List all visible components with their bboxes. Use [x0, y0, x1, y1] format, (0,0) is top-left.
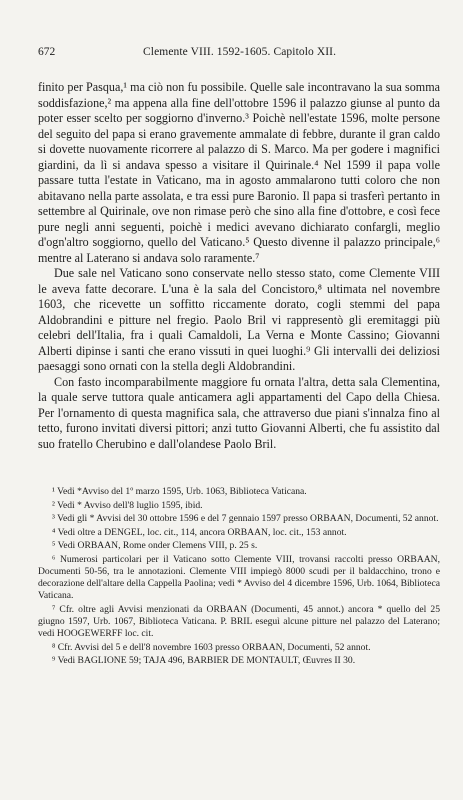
page-header	[38, 46, 437, 62]
footnote: ⁴ Vedi oltre a DENGEL, loc. cit., 114, ancora ORBAAN, loc. cit., 153 annot.	[52, 526, 347, 538]
footnote: ³ Vedi gli * Avvisi del 30 ottobre 1596 e del 7 gennaio 1597 presso ORBAAN, Documenti, 52 annot.	[52, 513, 439, 524]
paragraph: Due sale nel Vaticano sono conservate nello stesso stato, come Clemente VIII le aveva fatte decorare. L'una è la sala del Concistoro,⁸ ultimata nel novembre 1603, che ricevette un soffitto riccamente dorato, cogli stemmi del papa Aldobrandini e pitture nel fregio. Paolo Bril vi rappresentò gli eremitaggi più celebri dell'Italia, fra i quali Camaldoli, La Verna e Monte Cassino; Giovanni Alberti dipinse i santi che erano vissuti in quei luoghi.⁹ Gli intervalli dei deliziosi paesaggi sono ornati con la stella degli Aldobrandini.	[38, 266, 440, 373]
running-head: Clemente VIII. 1592-1605. Capitolo XII.	[143, 46, 337, 58]
body-text	[38, 80, 440, 452]
paragraph: finito per Pasqua,¹ ma ciò non fu possibile. Quelle sale incontravano la sua somma soddisfazione,² ma appena alla fine dell'ottobre 1596 il palazzo giunse al punto da poter esser scelto per soggiorno d'inverno.³ Poichè nell'estate 1596, molte persone del seguito del papa si erano gravemente ammalate di febbre, durante il gran caldo si dovette nuovamente ricorrere al palazzo di S. Marco. Ma per godere i magnifici giardini, da lì si andava spesso a visitare il Quirinale.⁴ Nel 1599 il papa volle passare tutta l'estate in Vaticano, ma in agosto ammalarono tutti coloro che non abitavano nella parte assolata, e tra essi pure Baronio. Il papa si trasferì pertanto in settembre al Quirinale, ove non rimase però che sino alla fine d'ottobre, e così fece pure negli anni seguenti, poichè i medici avevano dichiarato confargli, meglio d'ogn'altro soggiorno, quello del Vaticano.⁵ Questo divenne il palazzo principale,⁶ mentre al Laterano si andava solo raramente.⁷	[38, 80, 440, 265]
footnote: ² Vedi * Avviso dell'8 luglio 1595, ibid.	[52, 499, 203, 511]
footnotes	[38, 486, 440, 669]
footnote: ⁶ Numerosi particolari per il Vaticano sotto Clemente VIII, trovansi raccolti presso ORBAAN, Documenti 50-56, tra le annotazioni. Clemente VIII impiegò 8000 scudi per il baldacchino, trono e decorazione dell'altare della Cappella Paolina; vedi * Avviso del 4 dicembre 1596, Urb. 1064, Biblioteca Vaticana.	[38, 553, 440, 602]
paragraph: Con fasto incomparabilmente maggiore fu ornata l'altra, detta sala Clementina, la quale serve tuttora quale anticamera agli appartamenti del Capo della Chiesa. Per l'ornamento di questa magnifica sala, che attraverso due piani s'innalza fino al tetto, furono invitati diversi pittori; anzi tutto Giovanni Alberti, che fu assistito dal suo fratello Cherubino e dall'olandese Paolo Bril.	[38, 374, 440, 451]
page-number: 672	[38, 46, 56, 58]
footnote: ⁷ Cfr. oltre agli Avvisi menzionati da ORBAAN (Documenti, 45 annot.) ancora * quello del 25 giugno 1597, Urb. 1067, Biblioteca Vaticana. P. BRIL eseguì alcune pitture nel palazzo del Laterano; vedi HOOGEWERFF loc. cit.	[38, 603, 440, 640]
footnote: ⁵ Vedi ORBAAN, Rome onder Clemens VIII, p. 25 s.	[52, 540, 258, 551]
footnote: ⁸ Cfr. Avvisi del 5 e dell'8 novembre 1603 presso ORBAAN, Documenti, 52 annot.	[52, 641, 371, 653]
footnote: ⁹ Vedi BAGLIONE 59; TAJA 496, BARBIER DE MONTAULT, Œuvres II 30.	[52, 655, 356, 667]
footnote: ¹ Vedi *Avviso del 1º marzo 1595, Urb. 1063, Biblioteca Vaticana.	[52, 486, 307, 497]
